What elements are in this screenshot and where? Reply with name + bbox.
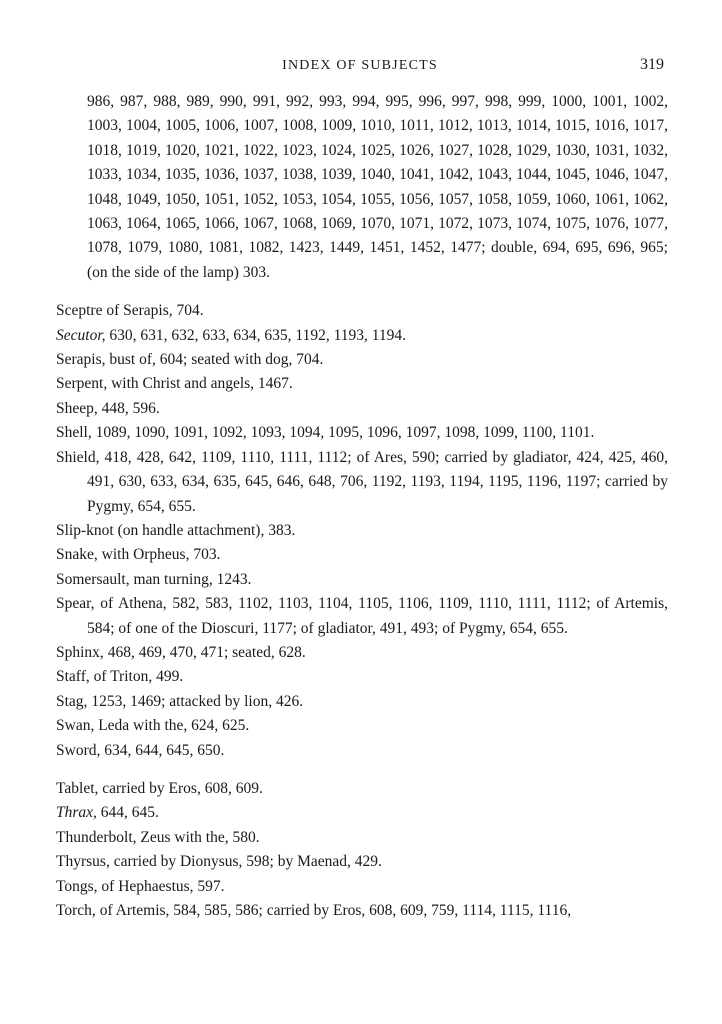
index-entry-thrax xyxy=(56,801,668,825)
index-entry-sword xyxy=(56,739,668,763)
entry-references: carried by Dionysus, 598; by Maenad, 429. xyxy=(109,853,382,871)
entry-term: Swan, xyxy=(56,717,95,735)
entry-references: 418, 428, 642, 1109, 1110, 1111, 1112; of Ares, 590; carried by gladiator, 424, 425, 460, 491, 630, 633, 634, 635, 645, 646, 648, 706, 1192, 1193, 1194, 1195, 1196, 1197; carried by Pygmy, 654, 655. xyxy=(87,448,668,515)
entry-term: Tablet, xyxy=(56,779,99,797)
index-entry-tablet xyxy=(56,777,668,801)
index-entry-sphinx xyxy=(56,641,668,665)
entry-term: Staff, xyxy=(56,668,90,686)
entry-references: carried by Eros, 608, 609. xyxy=(98,779,263,797)
index-entry-spear xyxy=(56,592,668,641)
index-entry-secutor xyxy=(56,324,668,348)
entry-term: Torch, xyxy=(56,902,96,919)
index-body xyxy=(56,90,668,923)
entry-term: Serapis, xyxy=(56,351,106,369)
entry-term: Thyrsus, xyxy=(56,853,110,871)
index-entry-stag xyxy=(56,690,668,714)
entry-term: Somersault, xyxy=(56,570,130,588)
entry-references: of Hephaestus, 597. xyxy=(97,877,225,895)
index-entry-sheep xyxy=(56,397,668,421)
entry-term: Sword, xyxy=(56,741,101,759)
entry-references: with Orpheus, 703. xyxy=(97,546,221,564)
entry-references: 634, 644, 645, 650. xyxy=(100,741,225,759)
entry-references: bust of, 604; seated with dog, 704. xyxy=(105,351,324,369)
entry-term: Tongs, xyxy=(56,877,98,895)
index-entry-swan xyxy=(56,714,668,738)
entry-references: of Serapis, 704. xyxy=(102,302,204,320)
index-entry-tongs xyxy=(56,875,668,899)
entry-references: 448, 596. xyxy=(97,399,160,417)
entry-references: 1253, 1469; attacked by lion, 426. xyxy=(87,692,304,710)
entry-references: with Christ and angels, 1467. xyxy=(107,375,293,393)
entry-term: Spear, xyxy=(56,595,95,613)
entry-term: Sceptre xyxy=(56,302,103,320)
index-entry-staff xyxy=(56,665,668,689)
entry-term: Shield, xyxy=(56,448,100,466)
entry-term: Serpent, xyxy=(56,375,108,393)
index-entry-snake xyxy=(56,543,668,567)
entry-term: Sheep, xyxy=(56,399,98,417)
running-title: INDEX OF SUBJECTS xyxy=(282,58,438,73)
entry-references: of Athena, 582, 583, 1102, 1103, 1104, 1105, 1106, 1109, 1110, 1111, 1112; of Artemis, 584; of one of the Dioscuri, 1177; of gladiator, 491, 493; of Pygmy, 654, 655. xyxy=(87,595,668,637)
entry-term: Snake, xyxy=(56,546,98,564)
entry-references: 630, 631, 632, 633, 634, 635, 1192, 1193, 1194. xyxy=(105,326,407,344)
entry-term: Slip-knot xyxy=(56,521,114,539)
index-entry-serapis xyxy=(56,348,668,372)
entry-term: Thrax, xyxy=(56,804,97,822)
index-entry-shell xyxy=(56,421,668,445)
entry-references: man turning, 1243. xyxy=(129,570,252,588)
index-entry-somersault xyxy=(56,568,668,592)
entry-references: 1089, 1090, 1091, 1092, 1093, 1094, 1095, 1096, 1097, 1098, 1099, 1100, 1101. xyxy=(91,424,595,442)
index-entry-thyrsus xyxy=(56,850,668,874)
entry-term: Shell, xyxy=(56,424,92,442)
entry-term: Thunderbolt, xyxy=(56,828,137,846)
entry-term: Secutor, xyxy=(56,326,106,344)
index-entry-thunderbolt xyxy=(56,826,668,850)
index-entry-shield xyxy=(56,446,668,519)
index-entry-sceptre xyxy=(56,299,668,323)
entry-references: 644, 645. xyxy=(96,804,159,822)
entry-references: Leda with the, 624, 625. xyxy=(94,717,250,735)
index-entry-serpent xyxy=(56,372,668,396)
entry-references: of Triton, 499. xyxy=(89,668,184,686)
page-number: 319 xyxy=(640,56,664,73)
entry-references: of Artemis, 584, 585, 586; carried by Eros, 608, 609, 759, 1114, 1115, 1116, xyxy=(95,902,572,919)
index-entry-torch xyxy=(56,899,668,923)
index-entry-slip-knot xyxy=(56,519,668,543)
entry-term: Sphinx, xyxy=(56,643,104,661)
entry-term: Stag, xyxy=(56,692,88,710)
entry-references: (on handle attachment), 383. xyxy=(113,521,296,539)
running-head xyxy=(56,56,664,76)
entry-references: 468, 469, 470, 471; seated, 628. xyxy=(103,643,306,661)
continued-entry: 986, 987, 988, 989, 990, 991, 992, 993, 994, 995, 996, 997, 998, 999, 1000, 1001, 1002, 1003, 1004, 1005, 1006, 1007, 1008, 1009, 1010, 1011, 1012, 1013, 1014, 1015, 1016, 1017, 1018, 1019, 1020, 1021, 1022, 1023, 1024, 1025, 1026, 1027, 1028, 1029, 1030, 1031, 1032, 1033, 1034, 1035, 1036, 1037, 1038, 1039, 1040, 1041, 1042, 1043, 1044, 1045, 1046, 1047, 1048, 1049, 1050, 1051, 1052, 1053, 1054, 1055, 1056, 1057, 1058, 1059, 1060, 1061, 1062, 1063, 1064, 1065, 1066, 1067, 1068, 1069, 1070, 1071, 1072, 1073, 1074, 1075, 1076, 1077, 1078, 1079, 1080, 1081, 1082, 1423, 1449, 1451, 1452, 1477; double, 694, 695, 696, 965; (on the side of the lamp) 303. xyxy=(87,93,668,281)
entry-references: Zeus with the, 580. xyxy=(136,828,260,846)
